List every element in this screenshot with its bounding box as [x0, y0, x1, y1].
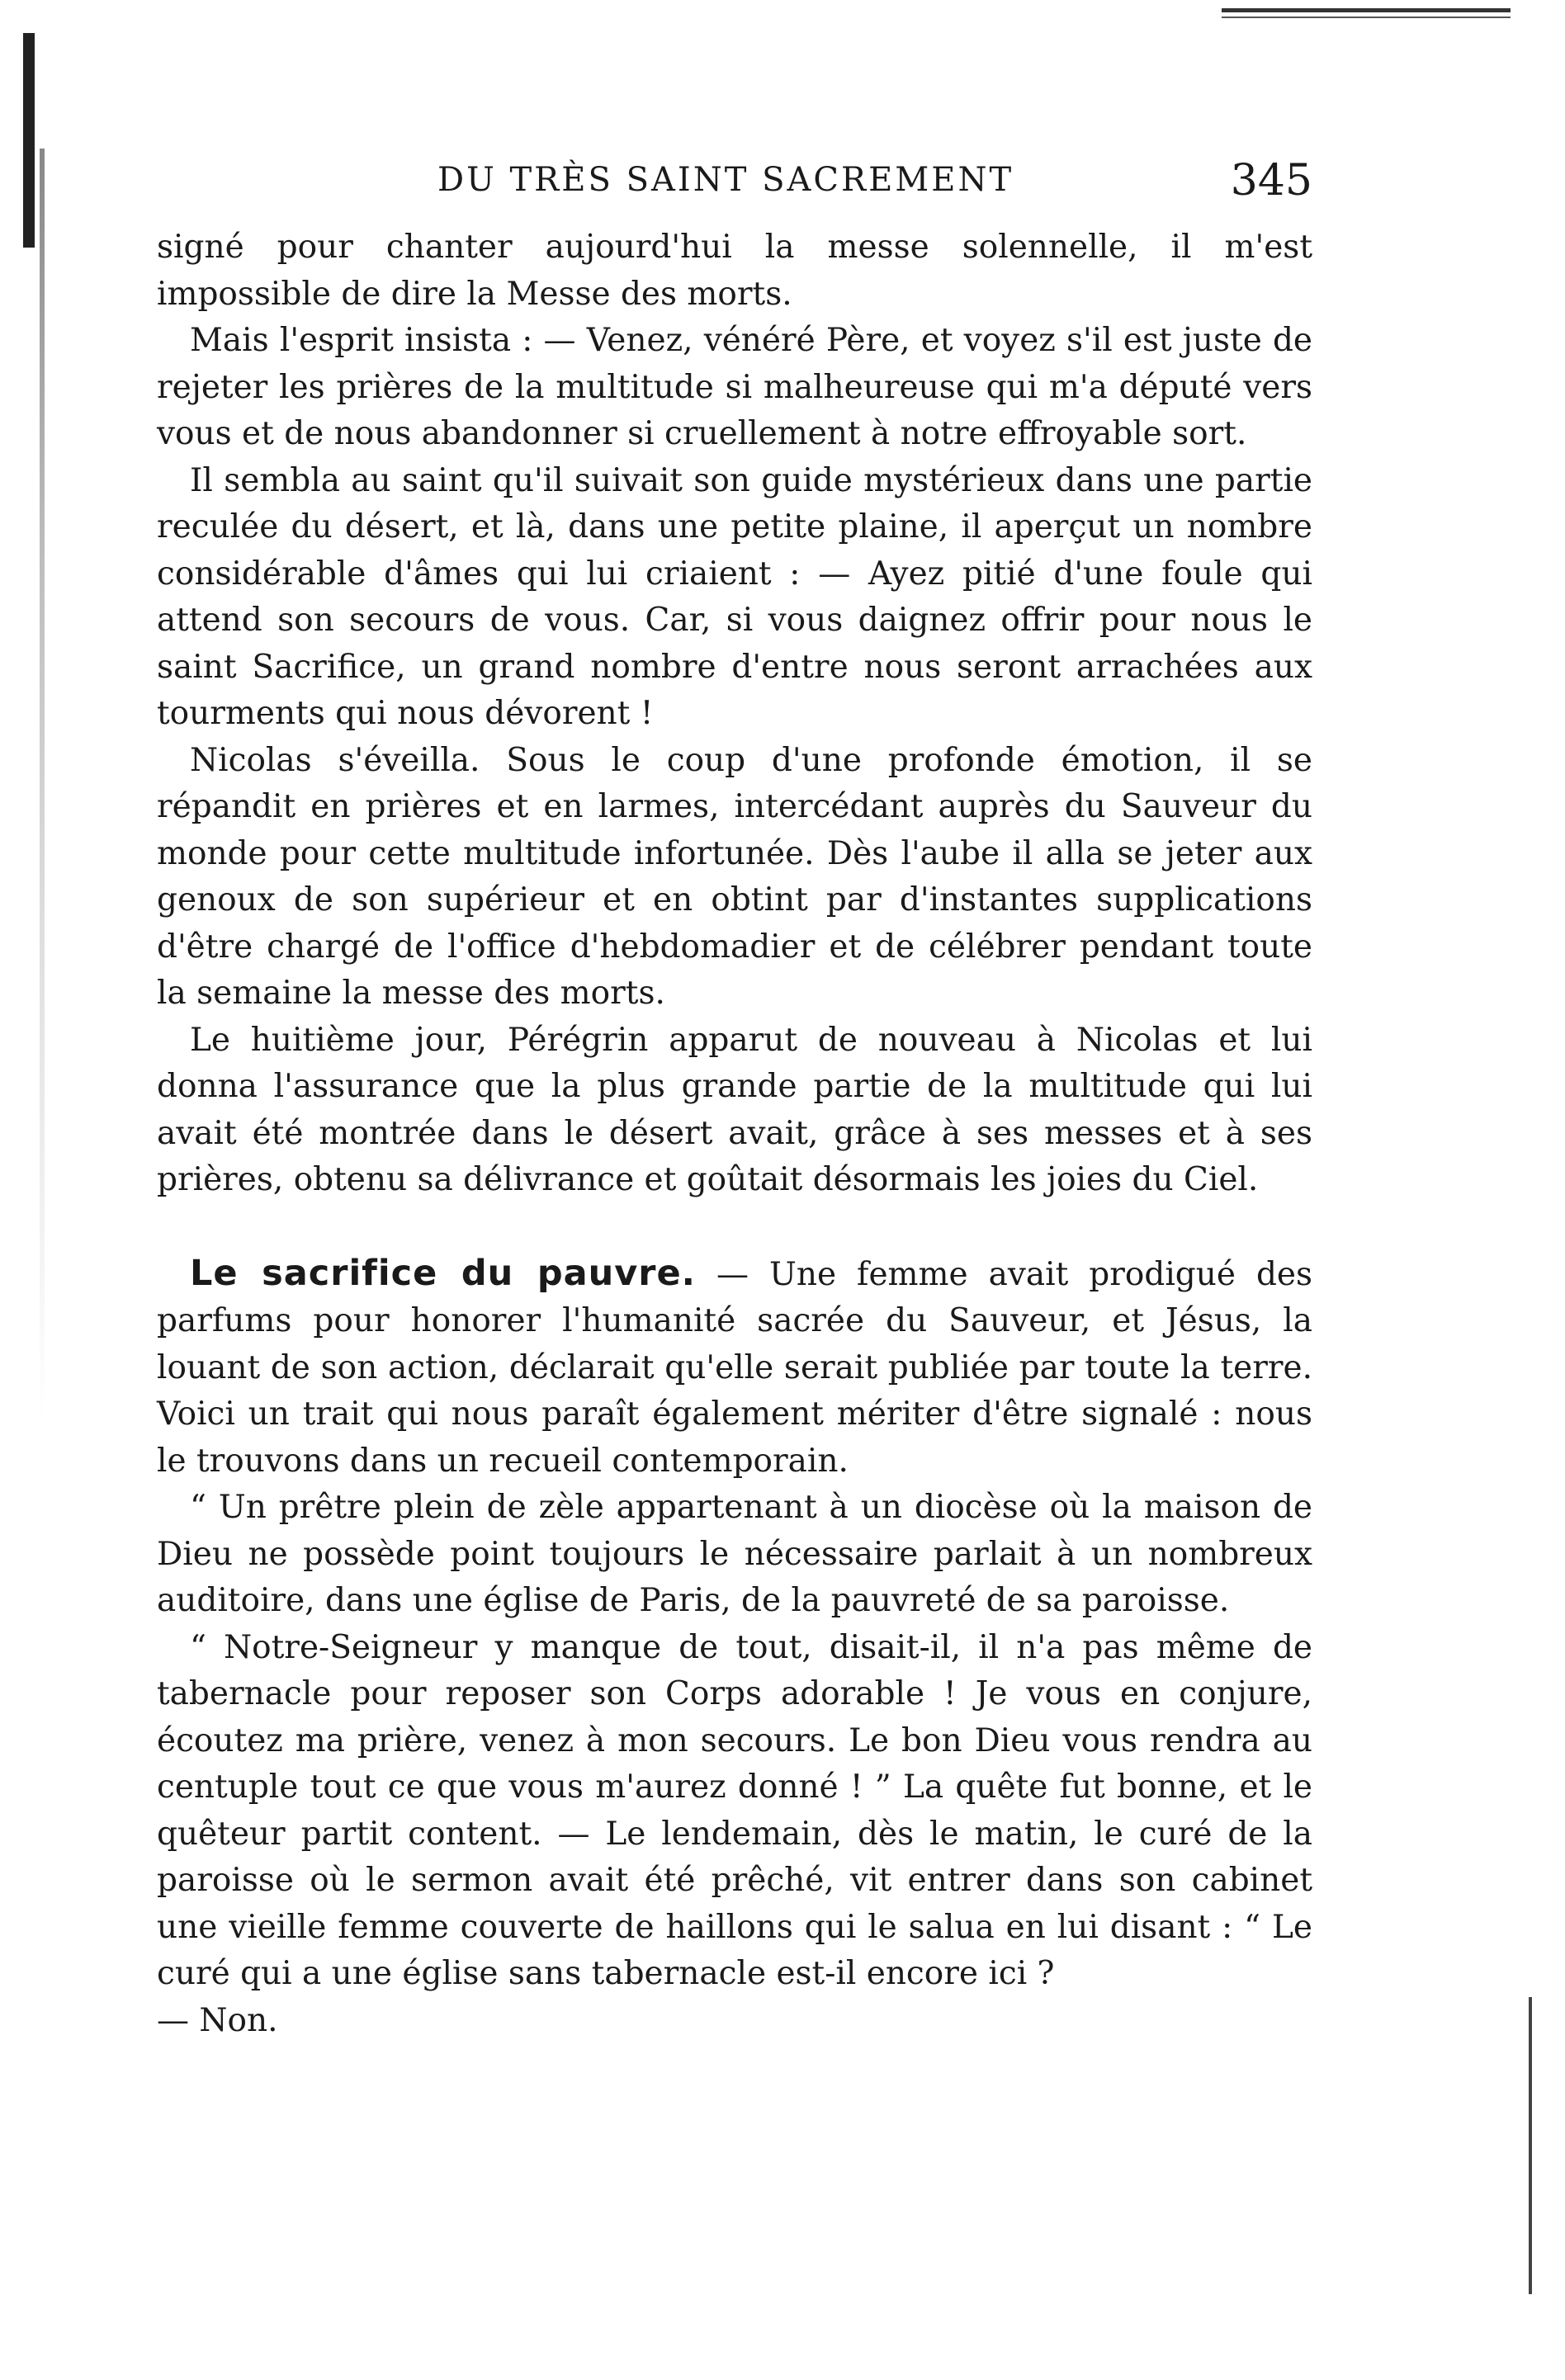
running-head: DU TRÈS SAINT SACREMENT — [437, 161, 1014, 199]
paragraph: “ Notre-Seigneur y manque de tout, disait-il, il n'a pas même de tabernacle pour reposer son Corps adorable ! Je vous en conjure, écoutez ma prière, venez à mon secours. Le bon Dieu vous rendra au centuple tout ce que vous m'aurez donné ! ” La quête fut bonne, et le quêteur partit content. — Le lendemain, dès le matin, le curé de la paroisse où le sermon avait été prêché, vit entrer dans son cabinet une vieille femme couverte de haillons qui le salua en lui disant : “ Le curé qui a une église sans tabernacle est-il encore ici ? — [157, 1628, 1312, 1992]
page-number: 345 — [1230, 156, 1312, 205]
page-body — [157, 224, 1312, 2044]
section-lead-text: — Une femme avait prodigué des parfums pour honorer l'humanité sacrée du Sauveur, et Jésus, la louant de son action, déclarait qu'elle serait publiée par toute la terre. Voici un trait qui nous paraît également mériter d'être signalé : nous le trouvons dans un recueil contemporain. — [157, 1255, 1313, 1480]
paragraph-continuation: signé pour chanter aujourd'hui la messe solennelle, il m'est impossible de dire la Messe des morts. — [157, 229, 1312, 313]
page-header — [157, 156, 1312, 210]
top-rule-thin — [1222, 17, 1511, 18]
binding-shadow — [40, 149, 45, 1419]
page-edge-mark — [1529, 1997, 1532, 2294]
paragraph: Nicolas s'éveilla. Sous le coup d'une profonde émotion, il se répandit en prières et en larmes, intercédant auprès du Sauveur du monde pour cette multitude infortunée. Dès l'aube il alla se jeter aux genoux de son supérieur et en obtint par d'instantes supplications d'être chargé de l'office d'hebdomadier et de célébrer pendant toute la semaine la messe des morts. — [157, 741, 1312, 1012]
top-rule — [1222, 8, 1511, 12]
paragraph-final: — Non. — [157, 2001, 278, 2039]
paragraph: Il sembla au saint qu'il suivait son guide mystérieux dans une partie reculée du désert, et là, dans une petite plaine, il aperçut un nombre considérable d'âmes qui lui criaient : — Ayez pitié d'une foule qui attend son secours de vous. Car, si vous daignez offrir pour nous le saint Sacrifice, un grand nombre d'entre nous seront arrachées aux tourments qui nous dévorent ! — [157, 461, 1312, 732]
section-spacer — [157, 1204, 1312, 1250]
paragraph: Mais l'esprit insista : — Venez, vénéré Père, et voyez s'il est juste de rejeter les prières de la multitude si malheureuse qui m'a député vers vous et de nous abandonner si cruellement à notre effroyable sort. — [157, 322, 1312, 452]
binding-edge-mark — [23, 33, 35, 248]
paragraph: Le huitième jour, Pérégrin apparut de nouveau à Nicolas et lui donna l'assurance que la plus grande partie de la multitude qui lui avait été montrée dans le désert avait, grâce à ses messes et à ses prières, obtenu sa délivrance et goûtait désormais les joies du Ciel. — [157, 1021, 1312, 1198]
section-title: Le sacrifice du pauvre. — [190, 1252, 696, 1294]
paragraph: “ Un prêtre plein de zèle appartenant à un diocèse où la maison de Dieu ne possède point toujours le nécessaire parlait à un nombreux auditoire, dans une église de Paris, de la pauvreté de sa paroisse. — [157, 1489, 1312, 1619]
section-paragraph — [157, 1250, 1312, 1485]
